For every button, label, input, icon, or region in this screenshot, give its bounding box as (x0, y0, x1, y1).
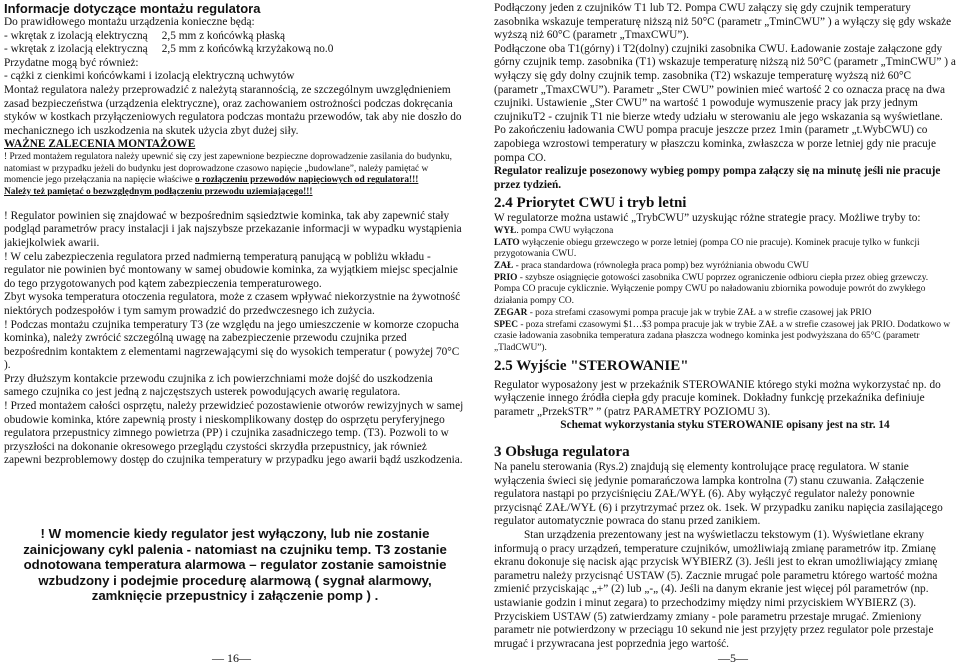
mode-name: PRIO (494, 272, 518, 283)
mode-name: LATO (494, 237, 520, 248)
paragraph-bold: Regulator realizuje posezonowy wybieg pompy pompa załączy się na minutę jeśli nie pracuje przez tydzień. (494, 165, 941, 191)
important-paragraph (4, 152, 466, 187)
tools-line: - cążki z cienkimi końcówkami i izolacją elektryczną uchwytów (4, 70, 295, 83)
page-number: 5 (730, 651, 736, 665)
page-number-left: — 16— (212, 651, 251, 665)
mode-name: ZAŁ (494, 261, 514, 272)
section-heading-2-4: 2.4 Priorytet CWU i tryb letni (494, 195, 687, 212)
tools-line: - wkrętak z izolacją elektryczną 2,5 mm z końcówką płaską (4, 29, 286, 42)
paragraph: ! Przed montażem całości osprzętu, należy przewidzieć pozostawienie otworów rewizyjnych w samej obudowie kominka, które zapewnią prosty i nieskomplikowany dostęp do osprzętu peryferyjnego regulatora przepustnicy zimnego powietrza (PP) i czujnika zasadniczego temp. (T3). Pozwoli to w przyszłości na dokonanie okresowego przeglądu czystości skrzydła przepustnicy, jak również zapewni bezproblemowy dostęp do czujnika temperatury w przypadku jego awarii bądź uszkodzenia. (4, 400, 464, 467)
mode-name: SPEC (494, 319, 518, 330)
tools-list (4, 16, 466, 84)
paragraph: Zbyt wysoka temperatura otoczenia regulatora, może z czasem wpływać niekorzystnie na żywotność niektórych podzespołów i tym samym prowadzić do przedwczesnego ich zużycia. (4, 291, 461, 317)
paragraph: ! W celu zabezpieczenia regulatora przed nadmierną temperaturą panującą w pobliżu wkładu - regulator nie powinien być montowany w samej obudowie kominka, za wyjątkiem miejsc specjalnie do tego przygotowanych pod kątem zabezpieczenia temperaturowego. (4, 250, 458, 290)
paragraph: W regulatorze można ustawić „TrybCWU” uzyskując różne strategie pracy. Możliwe tryby to: (494, 212, 921, 225)
mode-text: - poza strefami czasowymi $1…$3 pompa pracuje jak w trybie ZAŁ a w strefie czasowej jak PRIO. Dodatkowo w czasie ładowania zasobnika temperatura zadana płaszcza wodnego kominka jest podwyższana do 65°C (parametr „TladCWU”). (494, 319, 951, 353)
page-number-right: —5— (718, 651, 748, 665)
important-heading: WAŻNE ZALECENIA MONTAŻOWE (4, 138, 196, 151)
grounding-note: Należy też pamiętać o bezwzględnym podłączeniu przewodu uziemiającego!!! (4, 187, 313, 198)
paragraph: Regulator wyposażony jest w przekaźnik STEROWANIE którego styki można wykorzystać np. do wyłączenie innego źródła ciepła gdy pracuje kominek. Dokładny funkcję przekaźnika definiuje parametr „PrzekSTR” ” (patrz PARAMETRY POZIOMU 3). (494, 378, 941, 418)
paragraph-bold-centered: Schemat wykorzystania styku STEROWANIE opisany jest na str. 14 (560, 419, 890, 432)
page-title: Informacje dotyczące montażu regulatora (4, 2, 261, 16)
paragraph: Stan urządzenia prezentowany jest na wyświetlaczu tekstowym (1). Wyświetlane ekrany informują o pracy urządzeń, temperature czujników, umożliwiają zmianę parametrów itp. Zmianę ekranu dokonuje się nacisk ając przycisk WYBIERZ (3). Jeśli jest to ekran umożliwiający zmianę parametru należy przycisnąć USTAW (5). Zacznie mrugać pole parametru którego wartość można zmienić przyciskając „+” (2) lub „-„ (4). Jeśli na danym ekranie jest więcej pól parametrów (np. ustawianie godzin i minut zegara) to przechodzimy między nimi przyciskiem WYBIERZ (3). Przyciskiem USTAW (5) zatwierdzamy zmiany - pole parametru przestaje mrugać. Zmieniony parametr nie potwierdzony w przeciągu 10 sekund nie jest przyjęty przez regulator pole przestaje mrugać i przywracana jest poprzednia jego wartość. (494, 528, 938, 650)
modes-list (494, 226, 956, 355)
tools-line: Do prawidłowego montażu urządzenia konieczne będą: (4, 16, 255, 28)
paragraph: ! Regulator powinien się znajdować w bezpośrednim sąsiedztwie kominka, tak aby zapewnić stały podgląd parametrów pracy instalacji i jak najszybsze przekazanie informacji w wypadku wystąpienia jakiejkolwiek awarii. (4, 209, 462, 249)
mode-name: ZEGAR (494, 307, 528, 318)
paragraph: Podłączone oba T1(górny) i T2(dolny) czujniki zasobnika CWU. Ładowanie zostaje załączone gdy górny czujnik temp. zasobnika (T1) wskazuje temperaturę niższą niż 50°C (parametr „TminCWU” ) a wyłączy się gdy dolny czujnik temp. zasobnika (T2) wskazuje temperaturę wyższą niż 60°C (parametr „TmaxCWU”). Parametr „Ster CWU” powinien mieć wartość 2 co oznacza pracę na dwa czujniki. Ustawienie „Ster CWU” na wartość 1 powoduje wymuszenie pracy jak przy jednym czujnikuT2 - czujnik T1 nie bierze wtedy udziału w sterowaniu ale jego wskazania są wyświetlane. (494, 42, 956, 123)
right-page (494, 2, 956, 664)
mode-text: wyłączenie obiegu grzewczego w porze letniej (pompa CO nie pracuje). Kominek pracuje tylko w funkcji przygotowania CWU. (494, 237, 920, 260)
paragraph: Na panelu sterowania (Rys.2) znajdują się elementy kontrolujące pracę regulatora. W stanie wyłączenia świeci się jedynie pomarańczowa lampka kontrolna (7) stanu czuwania. Załączenie regulatora nastąpi po przyciśnięciu ZAŁ/WYŁ (6). Aby wyłączyć regulator należy ponownie przycisnąć ZAŁ/WYŁ (6) i przytrzymać przez ok. 1sek. W przypadku zaniku napięcia zasilającego regulator automatycznie powraca do stanu przed zanikiem. (494, 461, 943, 528)
important-text: ! Przed montażem regulatora należy upewnić się czy jest zapewnione bezpieczne doprowadzenie zasilania do budynku, natomiast w przypadku jeżeli do budynku jest doprowadzone czasowo napięcie „budowlane”, należy pamiętać w momencie jego przełączania na napięcie właściwe (4, 151, 452, 186)
left-page (4, 2, 466, 664)
paragraph: ! Podczas montażu czujnika temperatury T3 (ze względu na jego umieszczenie w komorze czopucha kominka), należy zwrócić szczególną uwagę na zabezpieczenie przewodu czujnika przed bezpośrednim kontaktem z elementami nagrzewającymi się do wysokich temperatur ( powyżej 70°C ). (4, 318, 460, 372)
paragraph: Przy dłuższym kontakcie przewodu czujnika z ich powierzchniami może dojść do uszkodzenia samego czujnika co jest jedną z najczęstszych usterek powodujących awarię regulatora. (4, 372, 433, 399)
warning-notice: ! W momencie kiedy regulator jest wyłączony, lub nie zostanie zainicjowany cykl palenia - natomiast na czujniku temp. T3 zostanie odnotowana temperatura alarmowa – regulator zostanie samoistnie wzbudzony i podejmie procedurę alarmową ( sygnał alarmowy, zamknięcie przepustnicy i załączenie pomp ) . (23, 526, 447, 604)
mode-item (494, 320, 956, 355)
install-paragraph: Montaż regulatora należy przeprowadzić z należytą starannością, ze szczególnym uwzględnieniem zasad bezpieczeństwa (urządzenia elektryczne), oraz zachowaniem ostrożności podczas dokręcania styków w kostkach przyłączeniowych regulatora podczas montażu przewodów, tak aby nie doszło do mechanicznego ich uszkodzenia na skutek użycia zbyt dużej siły. (4, 83, 462, 137)
mode-item (494, 273, 956, 308)
tools-line: - wkrętak z izolacją elektryczną 2,5 mm z końcówką krzyżakową no.0 (4, 43, 334, 56)
mode-text: . pompa CWU wyłączona (516, 225, 614, 236)
tools-line: Przydatne mogą być również: (4, 56, 139, 69)
mode-item (494, 261, 956, 273)
section-heading-3: 3 Obsługa regulatora (494, 444, 630, 461)
page-number: 16 (227, 651, 239, 665)
section-heading-2-5: 2.5 Wyjście "STEROWANIE" (494, 357, 689, 374)
important-bold: o rozłączeniu przewodów napięciowych od regulatora!!! (195, 175, 419, 186)
paragraph: Podłączony jeden z czujników T1 lub T2. Pompa CWU załączy się gdy czujnik temperatury zasobnika wskazuje temperaturę niższą niż 50°C (parametr „TminCWU” ) a wyłączy się gdy wskaże wyższą niż 60°C (parametr „TmaxCWU”). (494, 2, 952, 42)
mode-name: WYŁ (494, 225, 517, 236)
mode-text: - poza strefami czasowymi pompa pracuje jak w trybie ZAŁ a w strefie czasowej jak PRIO (527, 307, 872, 318)
mode-item (494, 226, 956, 238)
mode-text: - praca standardowa (równoległa praca pomp) bez wyróżniania obwodu CWU (513, 261, 810, 272)
paragraph: Po zakończeniu ładowania CWU pompa pracuje jeszcze przez 1min (parametr „t.WybCWU) co zapobiega wzrostowi temperatury w płaszczu kominka, zwłaszcza w porze letniej gdy nie pracuje pompa CO. (494, 124, 936, 164)
mode-item (494, 238, 956, 261)
mode-text: - szybsze osiągnięcie gotowości zasobnika CWU poprzez ograniczenie odbioru ciepła przez obieg grzewczy. Pompa CO pracuje cyklicznie. Wyłączenie pompy CWU po naładowaniu zbiornika powoduje powrót do zwykłego działania pompy CO. (494, 272, 929, 307)
mode-item (494, 308, 956, 320)
